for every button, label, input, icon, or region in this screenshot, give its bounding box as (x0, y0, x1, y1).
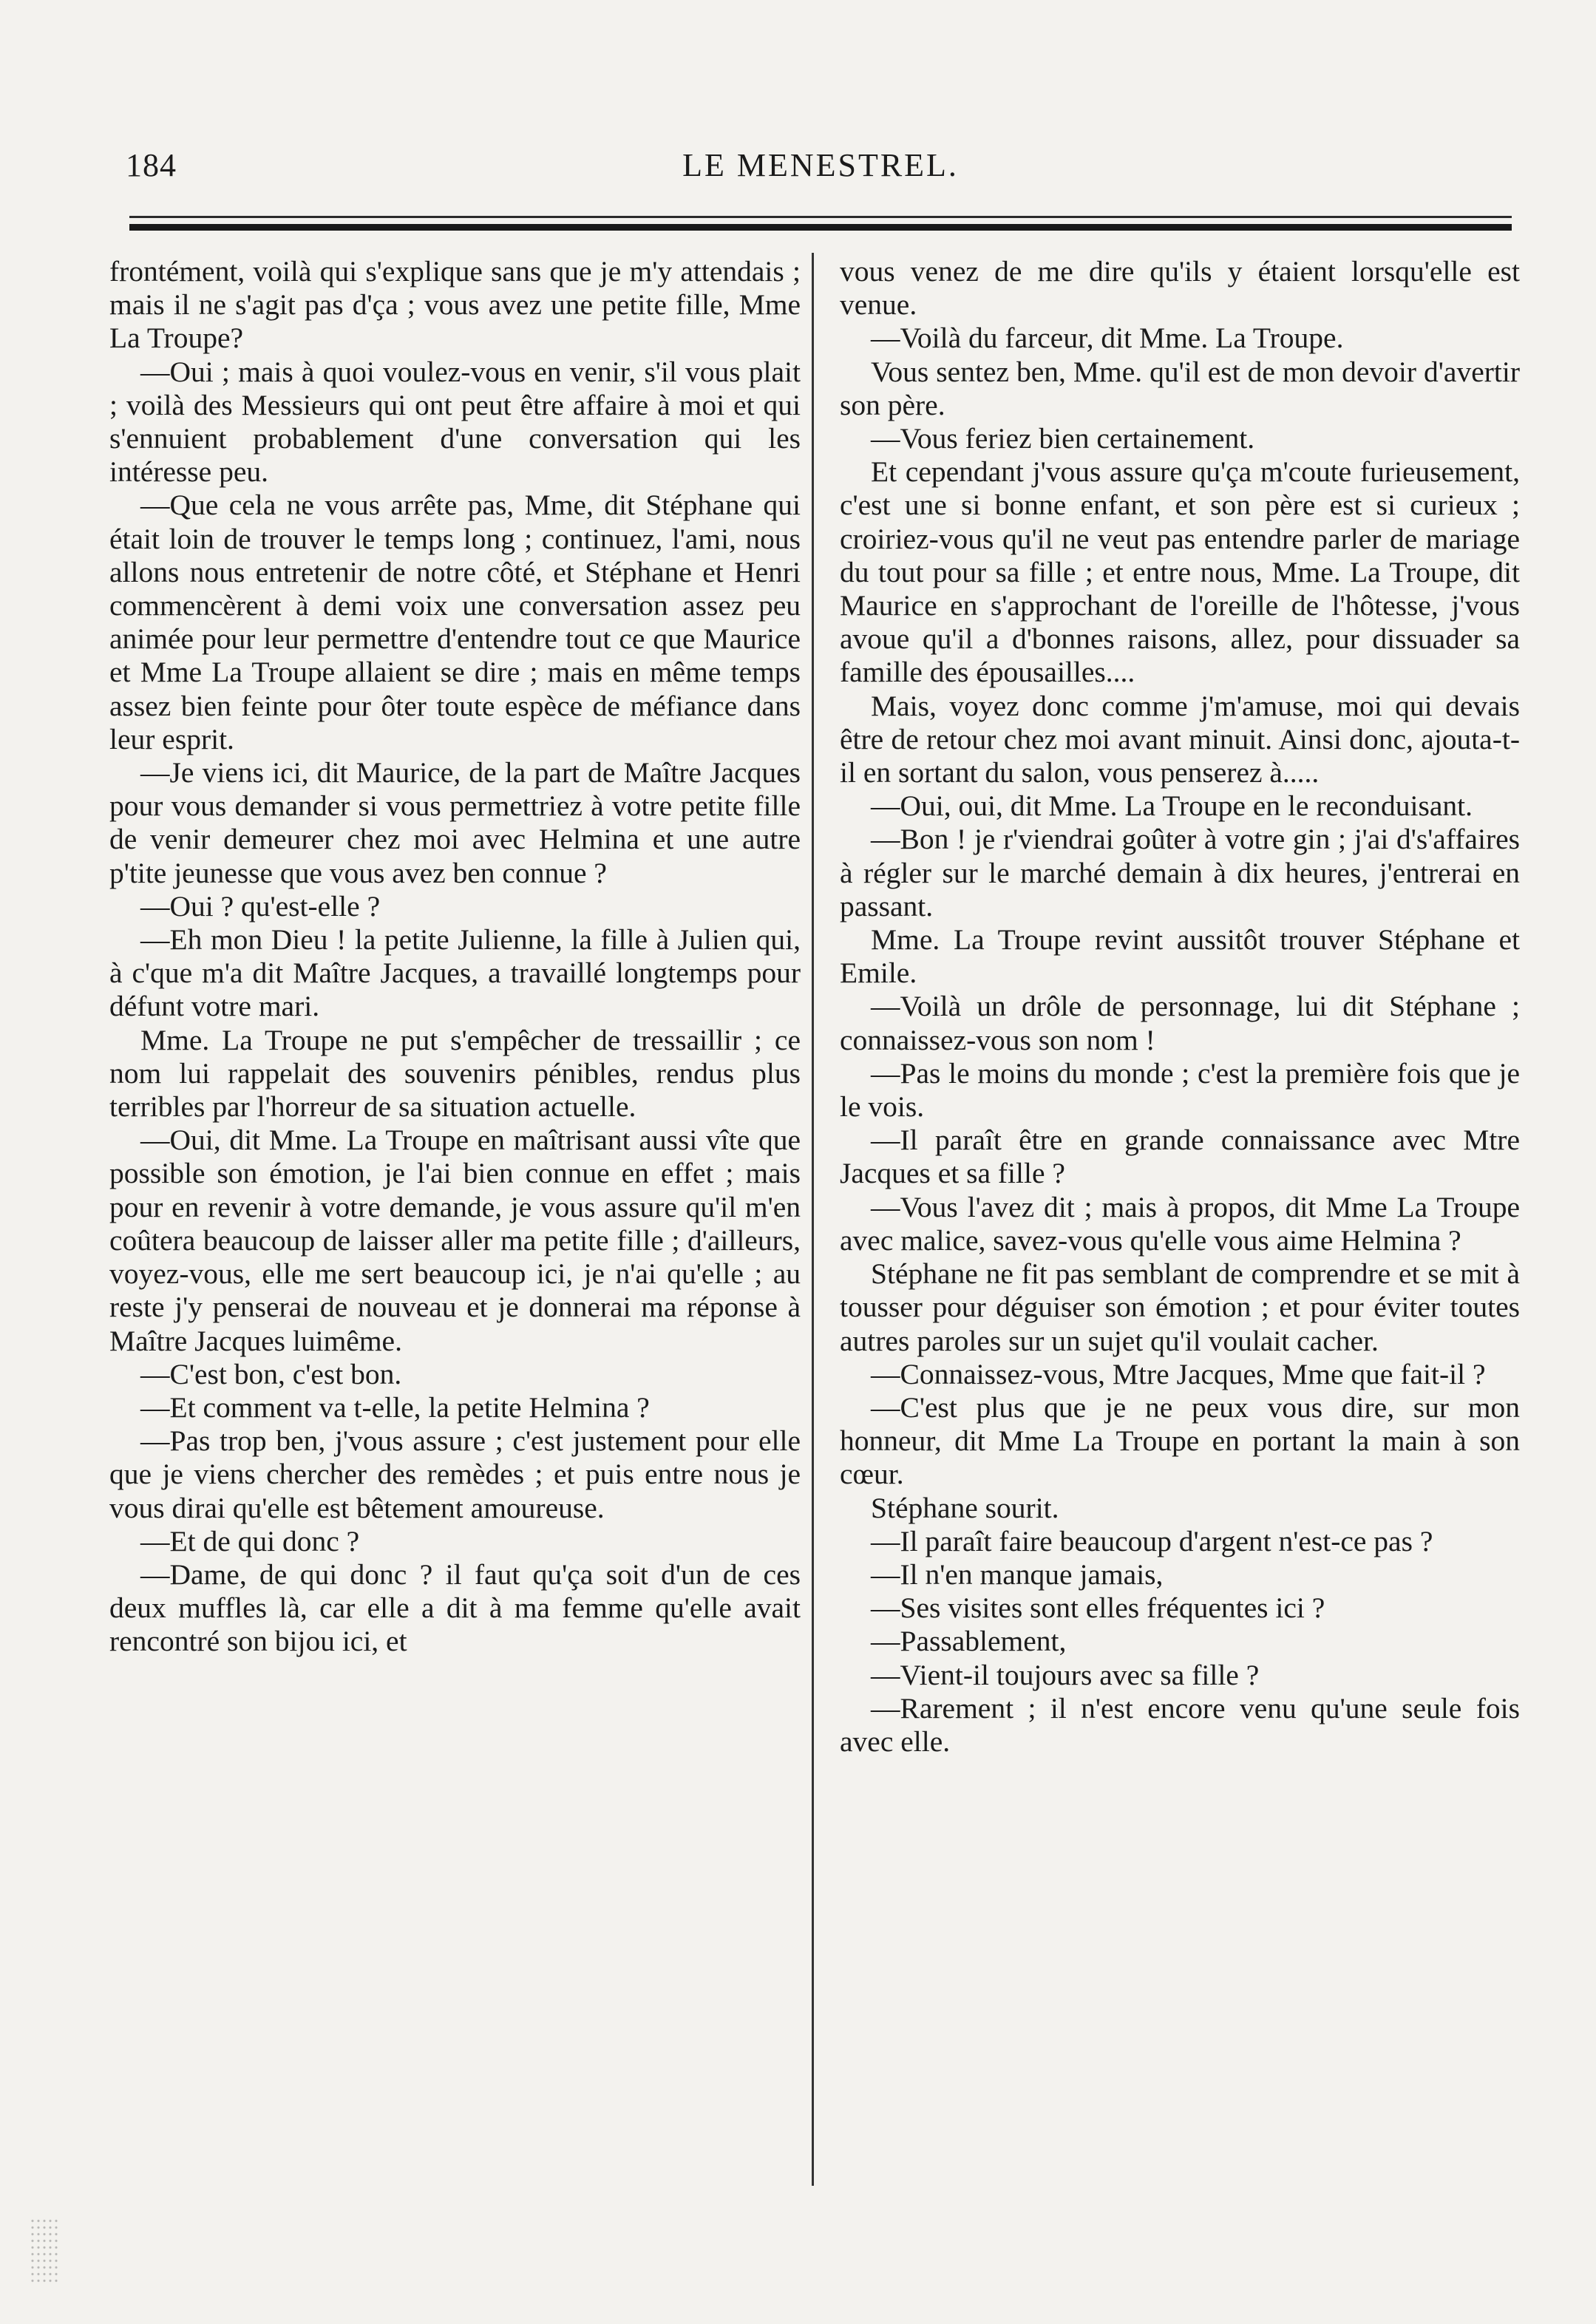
paragraph: —Oui ; mais à quoi voulez-vous en venir, s'il vous plait ; voilà des Messieurs qui ont peut être affaire à moi et qui s'ennuient probablement d'une conversation qui les intéresse peu. (109, 355, 801, 489)
column-divider (812, 253, 814, 2186)
paragraph: —C'est plus que je ne peux vous dire, sur mon honneur, dit Mme La Troupe en portant la main à son cœur. (840, 1390, 1520, 1491)
left-column (109, 255, 801, 1659)
paragraph: —Pas le moins du monde ; c'est la première fois que je le vois. (840, 1056, 1520, 1124)
paragraph: frontément, voilà qui s'explique sans que je m'y attendais ; mais il ne s'agit pas d'ça ; vous avez une petite fille, Mme La Troupe? (109, 255, 801, 355)
paragraph: —Bon ! je r'viendrai goûter à votre gin ; j'ai d's'affaires à régler sur le marché demain à dix heures, j'entrerai en passant. (840, 823, 1520, 923)
paragraph: —Eh mon Dieu ! la petite Julienne, la fille à Julien qui, à c'que m'a dit Maître Jacques, a travaillé longtemps pour défunt votre mari. (109, 923, 801, 1023)
paragraph: Vous sentez ben, Mme. qu'il est de mon devoir d'avertir son père. (840, 355, 1520, 421)
paragraph: Et cependant j'vous assure qu'ça m'coute furieusement, c'est une si bonne enfant, et son père est si curieux ; croiriez-vous qu'il ne veut pas entendre parler de mariage du tout pour sa fille ; et entre nous, Mme. La Troupe, dit Maurice en s'approchant de l'oreille de l'hôtesse, j'vous avoue qu'il a d'bonnes raisons, allez, pour dissuader sa famille des épousailles.... (840, 455, 1520, 689)
paragraph: —Je viens ici, dit Maurice, de la part de Maître Jacques pour vous demander si vous permettriez à votre petite fille de venir demeurer chez moi avec Helmina et une autre p'tite jeunesse que vous avez ben connue ? (109, 756, 801, 889)
paragraph: —Vous l'avez dit ; mais à propos, dit Mme La Troupe avec malice, savez-vous qu'elle vous aime Helmina ? (840, 1190, 1520, 1257)
header-rule-thin (129, 216, 1512, 218)
paragraph: —C'est bon, c'est bon. (140, 1357, 402, 1390)
paragraph: —Dame, de qui donc ? il faut qu'ça soit d'un de ces deux muffles là, car elle a dit à ma femme qu'elle avait rencontré son bijou ici, et (109, 1557, 801, 1658)
paragraph: —Et de qui donc ? (140, 1524, 360, 1557)
page-number: 184 (126, 147, 177, 183)
paragraph: —Il paraît faire beaucoup d'argent n'est-ce pas ? (871, 1524, 1433, 1557)
paragraph: —Voilà du farceur, dit Mme. La Troupe. (871, 322, 1344, 355)
paragraph: —Et comment va t-elle, la petite Helmina ? (140, 1390, 650, 1424)
page-header (126, 140, 1515, 192)
paragraph: —Vient-il toujours avec sa fille ? (871, 1658, 1260, 1691)
paragraph: Stéphane ne fit pas semblant de comprendre et se mit à tousser pour déguiser son émotion ; et pour éviter toutes autres paroles sur un sujet qu'il voulait cacher. (840, 1257, 1520, 1357)
paragraph: —Il paraît être en grande connaissance avec Mtre Jacques et sa fille ? (840, 1124, 1520, 1190)
paragraph: —Connaissez-vous, Mtre Jacques, Mme que fait-il ? (871, 1357, 1486, 1390)
paragraph: —Rarement ; il n'est encore venu qu'une seule fois avec elle. (840, 1691, 1520, 1758)
paragraph: —Voilà un drôle de personnage, lui dit Stéphane ; connaissez-vous son nom ! (840, 990, 1520, 1056)
paragraph: —Ses visites sont elles fréquentes ici ? (871, 1591, 1325, 1625)
paragraph: —Oui, oui, dit Mme. La Troupe en le reconduisant. (871, 789, 1473, 823)
paragraph: —Passablement, (871, 1625, 1067, 1658)
paragraph: —Que cela ne vous arrête pas, Mme, dit Stéphane qui était loin de trouver le temps long ; continuez, l'ami, nous allons nous entretenir de notre côté, et Stéphane et Henri commencèrent à demi voix une conversation assez peu animée pour leur permettre d'entendre tout ce que Maurice et Mme La Troupe allaient se dire ; mais en même temps assez bien feinte pour ôter toute espèce de méfiance dans leur esprit. (109, 489, 801, 755)
journal-title: LE MENESTREL. (682, 147, 959, 183)
right-column (840, 255, 1520, 1759)
paragraph: Mais, voyez donc comme j'm'amuse, moi qui devais être de retour chez moi avant minuit. Ainsi donc, ajouta-t-il en sortant du salon, vous penserez à..... (840, 689, 1520, 789)
paragraph: Mme. La Troupe ne put s'empêcher de tressaillir ; ce nom lui rappelait des souvenirs pénibles, rendus plus terribles par l'horreur de sa situation actuelle. (109, 1023, 801, 1124)
paragraph: —Vous feriez bien certainement. (871, 422, 1255, 455)
paragraph: —Il n'en manque jamais, (871, 1557, 1164, 1591)
paragraph: Stéphane sourit. (871, 1491, 1059, 1524)
paragraph: vous venez de me dire qu'ils y étaient lorsqu'elle est venue. (840, 255, 1520, 322)
paragraph: —Oui ? qu'est-elle ? (140, 889, 381, 923)
paragraph: Mme. La Troupe revint aussitôt trouver Stéphane et Emile. (840, 923, 1520, 990)
paragraph: —Oui, dit Mme. La Troupe en maîtrisant aussi vîte que possible son émotion, je l'ai bien connue en effet ; mais pour en revenir à votre demande, je vous assure qu'il m'en coûtera beaucoup de laisser aller ma petite fille ; d'ailleurs, voyez-vous, elle me sert beaucoup ici, je n'ai qu'elle ; au reste j'y penserai de nouveau et je donnerai ma réponse à Maître Jacques luimême. (109, 1124, 801, 1357)
header-rule-thick (129, 224, 1512, 231)
margin-speckle (30, 2218, 59, 2284)
paragraph: —Pas trop ben, j'vous assure ; c'est justement pour elle que je viens chercher des remèdes ; et puis entre nous je vous dirai qu'elle est bêtement amoureuse. (109, 1424, 801, 1524)
